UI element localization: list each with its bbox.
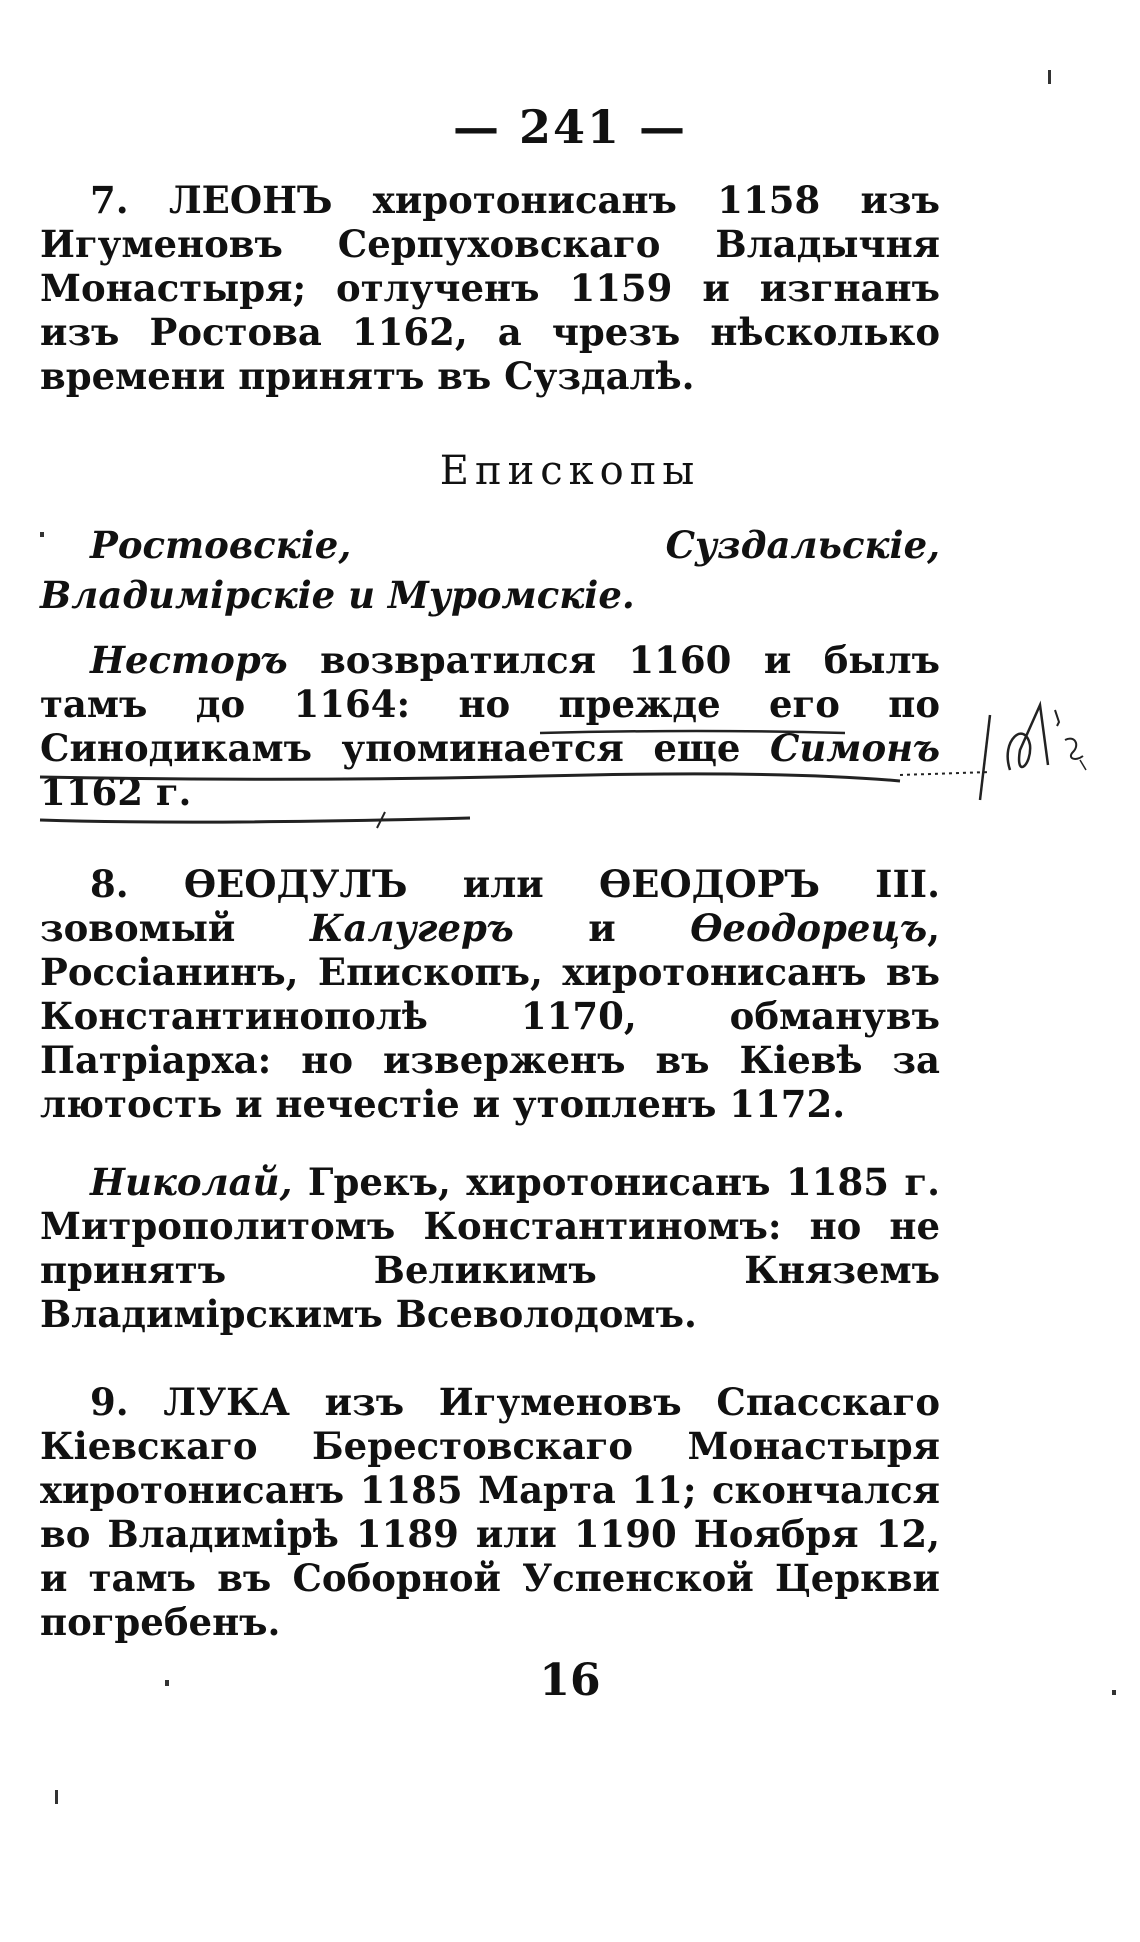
entry-feodul	[40, 862, 940, 1126]
scan-speck	[55, 1790, 58, 1804]
person-name: Несторъ	[90, 638, 288, 682]
entry-luka	[40, 1380, 940, 1644]
entry-text: ЛЕОНЪ хиротонисанъ 1158 изъ Игуменовъ Серпуховскаго Владычня Монастыря; отлученъ 1159 и изгнанъ изъ Ростова 1162, а чрезъ нѣсколько времени принятъ въ Суздалѣ.	[40, 178, 940, 398]
alias-name: Калугеръ	[309, 906, 514, 950]
entry-text: ЛУКА изъ Игуменовъ Спасскаго Кіевскаго Берестовскаго Монастыря хиротонисанъ 1185 Марта 11; скончался во Владимірѣ 1189 или 1190 Ноября 12, и тамъ въ Соборной Успенской Церкви погребенъ.	[40, 1380, 940, 1644]
entry-text: , Россіанинъ, Епископъ, хиротонисанъ въ Константинополѣ 1170, обманувъ Патріарха: но изверженъ въ Кіевѣ за лютость и нечестіе и утопленъ 1172.	[40, 906, 940, 1126]
entry-text: возвратился 1160 и былъ тамъ до 1164: но прежде его по Синодикамъ упоминается еще	[40, 638, 940, 770]
entry-number: 8.	[90, 862, 129, 906]
scan-speck	[165, 1680, 169, 1686]
alias-name: Ѳеодорецъ	[690, 906, 928, 950]
scan-speck	[40, 532, 44, 537]
section-subheading: Ростовскіе, Суздальскіе, Владимірскіе и Муромскіе.	[40, 523, 940, 617]
entry-luka-paragraph	[40, 1380, 940, 1644]
section-heading: Епископы	[439, 448, 701, 494]
entry-number: 7.	[90, 178, 129, 222]
entry-number: 9.	[90, 1380, 129, 1424]
scan-speck	[1048, 70, 1051, 84]
page-number: — 241 —	[452, 100, 688, 154]
conjunction: и	[588, 906, 616, 950]
entry-text: ѲЕОДУЛЪ или ѲЕОДОРЪ III. зовомый	[40, 862, 940, 950]
entry-text: 1162 г.	[40, 770, 192, 814]
scan-speck	[1112, 1690, 1116, 1695]
person-name: Симонъ	[769, 726, 941, 770]
entry-nikolai	[40, 1160, 940, 1336]
entry-nikolai-paragraph	[40, 1160, 940, 1336]
printer-signature-mark: 16	[539, 1655, 601, 1706]
handwritten-margin-note	[970, 690, 1110, 820]
entry-feodul-paragraph	[40, 862, 940, 1126]
entry-text: Грекъ, хиротонисанъ 1185 г. Митрополитомъ Константиномъ: но не принятъ Великимъ Княземъ Владимірскимъ Всеволодомъ.	[40, 1160, 940, 1336]
person-name: Николай,	[90, 1160, 293, 1204]
